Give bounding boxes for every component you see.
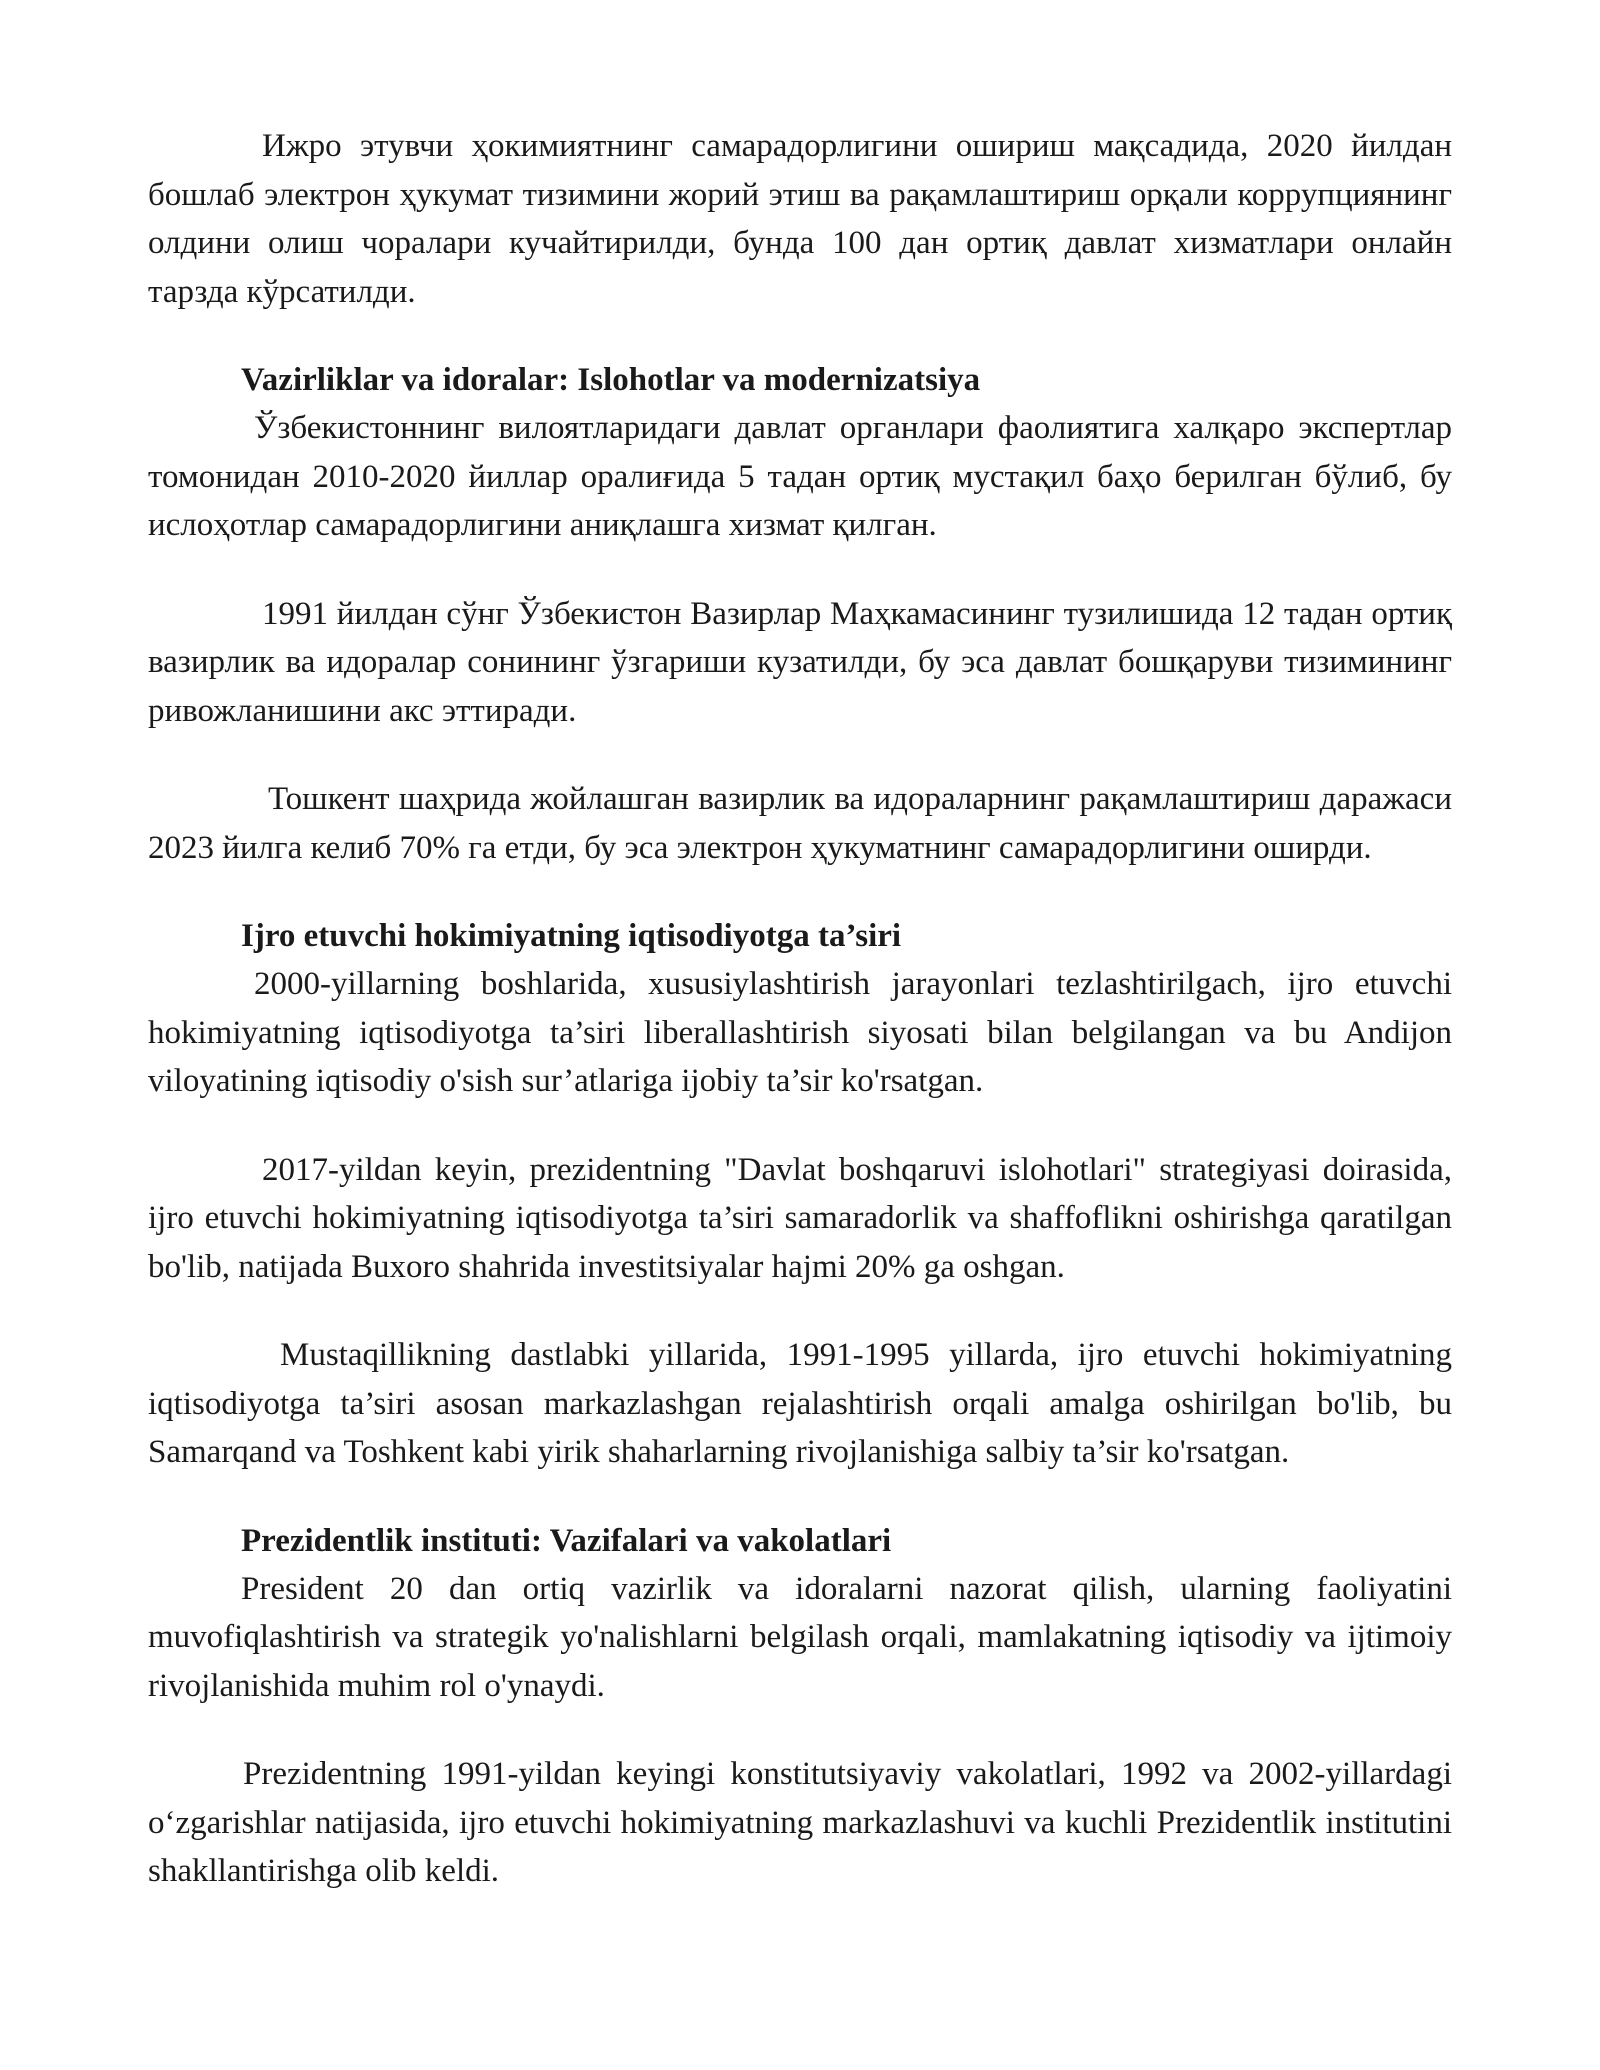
- heading-ministries-reforms: Vazirliklar va idoralar: Islohotlar va modernizatsiya: [241, 362, 981, 398]
- document-page: [148, 122, 1452, 1896]
- paragraph-2017-strategy: 2017-yildan keyin, prezidentning "Davlat boshqaruvi islohotlari" strategiyasi doirasida, ijro etuvchi hokimiyatning iqtisodiyotga ta’siri samaradorlik va shaffoflikni oshirishga qaratilgan bo'lib, natijada Buxoro shahrida investitsiyalar hajmi 20% ga oshgan.: [148, 1151, 1452, 1285]
- paragraph-independence-years: Mustaqillikning dastlabki yillarida, 1991-1995 yillarda, ijro etuvchi hokimiyatning iqtisodiyotga ta’siri asosan markazlashgan rejalashtirish orqali amalga oshirilgan bo'lib, bu Samarqand va Toshkent kabi yirik shaharlarning rivojlanishiga salbiy ta’sir ko'rsatgan.: [148, 1337, 1452, 1470]
- paragraph-e-government: Ижро этувчи ҳокимиятнинг самарадорлигини ошириш мақсадида, 2020 йилдан бошлаб электрон ҳукумат тизимини жорий этиш ва рақамлаштириш орқали коррупциянинг олдини олиш чоралари кучайтирилди, бунда 100 дан ортиқ давлат хизматлари онлайн тарзда кўрсатилди.: [148, 128, 1452, 310]
- paragraph-constitutional-powers: Prezidentning 1991-yildan keyingi konstitutsiyaviy vakolatlari, 1992 va 2002-yillardagi o‘zgarishlar natijasida, ijro etuvchi hokimiyatning markazlashuvi va kuchli Prezidentlik institutini shakllantirishga olib keldi.: [148, 1756, 1452, 1889]
- paragraph-regional-assessments: Ўзбекистоннинг вилоятларидаги давлат органлари фаолиятига халқаро экспертлар томонидан 2010-2020 йиллар оралиғида 5 тадан ортиқ мустақил баҳо берилган бўлиб, бу ислоҳотлар самарадорлигини аниқлашга хизмат қилган.: [148, 410, 1452, 543]
- heading-executive-economy: Ijro etuvchi hokimiyatning iqtisodiyotga ta’siri: [241, 918, 902, 954]
- paragraph-tashkent-digitalization: Тошкент шаҳрида жойлашган вазирлик ва идораларнинг рақамлаштириш даражаси 2023 йилга келиб 70% га етди, бу эса электрон ҳукуматнинг самарадорлигини оширди.: [148, 781, 1452, 866]
- paragraph-cabinet-structure: 1991 йилдан сўнг Ўзбекистон Вазирлар Маҳкамасининг тузилишида 12 тадан ортиқ вазирлик ва идоралар сонининг ўзгариши кузатилди, бу эса давлат бошқаруви тизимининг ривожланишини акс эттиради.: [148, 595, 1452, 729]
- paragraph-privatization: 2000-yillarning boshlarida, xususiylashtirish jarayonlari tezlashtirilgach, ijro etuvchi hokimiyatning iqtisodiyotga ta’siri liberallashtirish siyosati bilan belgilangan va bu Andijon viloyatining iqtisodiy o'sish sur’atlariga ijobiy ta’sir ko'rsatgan.: [148, 966, 1452, 1099]
- paragraph-president-oversight: President 20 dan ortiq vazirlik va idoralarni nazorat qilish, ularning faoliyatini muvofiqlashtirish va strategik yo'nalishlarni belgilash orqali, mamlakatning iqtisodiy va ijtimoiy rivojlanishida muhim rol o'ynaydi.: [148, 1570, 1452, 1704]
- heading-presidency-institute: Prezidentlik instituti: Vazifalari va vakolatlari: [241, 1522, 892, 1559]
